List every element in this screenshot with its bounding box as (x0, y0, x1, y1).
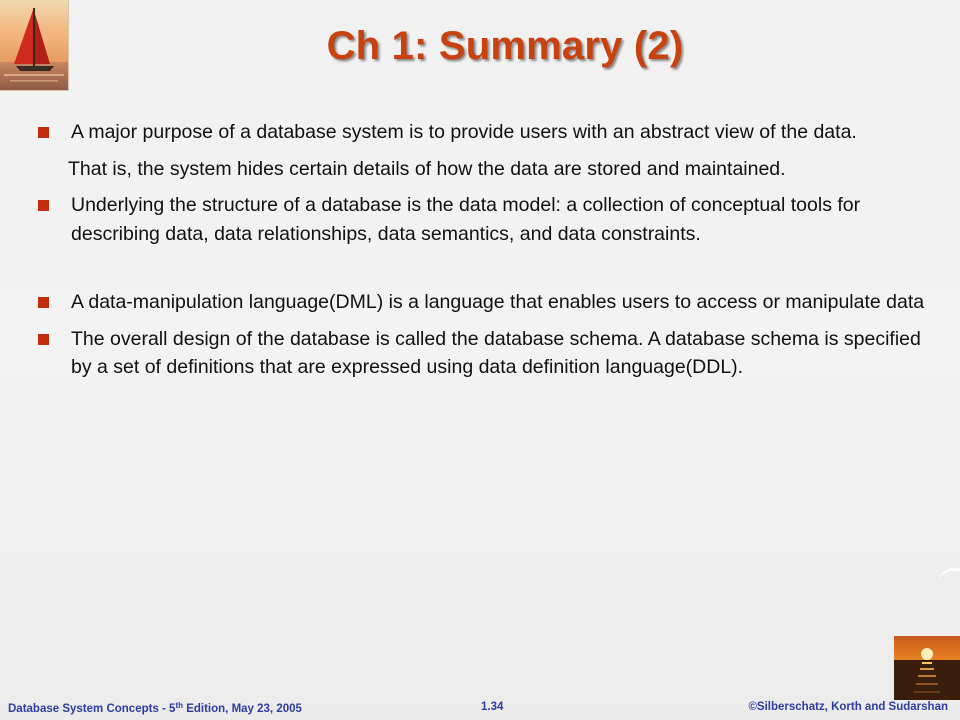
footer-source-prefix: Database System Concepts - 5 (8, 703, 176, 715)
bullet-text: The overall design of the database is called the database schema. A database schema is specified by a set of definitions that are expressed using data definition language(DDL). (71, 327, 921, 378)
list-item (36, 191, 936, 248)
list-item (36, 288, 936, 317)
square-bullet-icon (38, 127, 49, 138)
square-bullet-icon (38, 200, 49, 211)
list-item (36, 325, 936, 382)
spacer (36, 256, 936, 288)
page-number: 1.34 (481, 701, 504, 713)
footer (0, 700, 960, 716)
bullet-text: Underlying the structure of a database is the data model: a collection of conceptual tools for describing data, data relationships, data semantics, and data constraints. (71, 194, 861, 245)
footer-source-suffix: Edition, May 23, 2005 (183, 703, 302, 715)
page-title: Ch 1: Summary (2) (326, 24, 684, 68)
footer-source-sup: th (175, 701, 184, 710)
footer-copyright: ©Silberschatz, Korth and Sudarshan (748, 701, 948, 713)
decorative-curve (938, 568, 960, 585)
bullet-list (36, 118, 936, 390)
footer-source (8, 701, 302, 715)
square-bullet-icon (38, 334, 49, 345)
bullet-text: A major purpose of a database system is to provide users with an abstract view of the data. (71, 121, 857, 143)
square-bullet-icon (38, 297, 49, 308)
sunset-image (894, 636, 960, 700)
bullet-text: A data-manipulation language(DML) is a language that enables users to access or manipulate data (71, 291, 925, 313)
list-item (36, 118, 936, 147)
sub-paragraph: That is, the system hides certain details of how the data are stored and maintained. (68, 157, 786, 180)
